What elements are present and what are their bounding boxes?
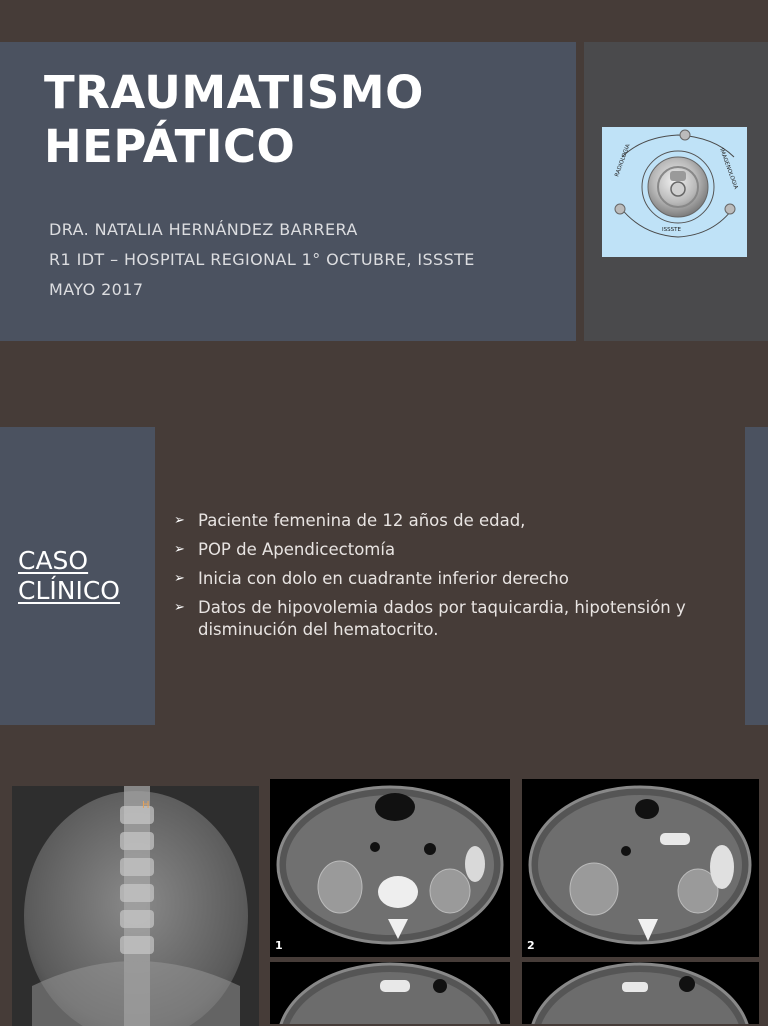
slide-title (44, 66, 564, 174)
case-bullet-list (174, 510, 734, 648)
list-item (174, 539, 734, 561)
svg-text:ISSSTE: ISSSTE (662, 227, 681, 233)
author-name: DRA. NATALIA HERNÁNDEZ BARRERA (49, 220, 358, 239)
bullet-text: Paciente femenina de 12 años de edad, (198, 511, 526, 530)
department-logo (602, 127, 747, 257)
ct-graphic-3 (270, 962, 510, 1024)
ct-graphic-1 (270, 779, 510, 957)
section-title (18, 546, 120, 606)
ct-scan-image-2 (522, 779, 759, 957)
arrow-bullet-icon: ➢ (174, 571, 185, 586)
list-item (174, 568, 734, 590)
xray-marker: H (142, 800, 150, 811)
affiliation: R1 IDT – HOSPITAL REGIONAL 1° OCTUBRE, ISSSTE (49, 250, 475, 269)
list-item (174, 597, 734, 641)
ct-scan-image-3 (270, 962, 510, 1024)
svg-text:RADIOLOGIA: RADIOLOGIA (614, 143, 632, 178)
arrow-bullet-icon: ➢ (174, 542, 185, 557)
abdominal-xray-image (12, 786, 259, 1026)
section-title-line-1: CASO (18, 546, 89, 575)
bullet-text: Datos de hipovolemia dados por taquicardia, hipotensión y disminución del hematocrito. (198, 598, 686, 639)
ct-scan-image-1 (270, 779, 510, 957)
section-title-line-2: CLÍNICO (18, 576, 120, 605)
ct-label-1: 1 (275, 939, 283, 952)
bullet-text: Inicia con dolo en cuadrante inferior derecho (198, 569, 569, 588)
side-accent-panel (745, 427, 768, 725)
svg-text:IMAGENOLOGIA: IMAGENOLOGIA (718, 147, 739, 191)
ct-graphic-4 (522, 962, 759, 1024)
bullet-text: POP de Apendicectomía (198, 540, 396, 559)
ct-scan-image-4 (522, 962, 759, 1024)
ct-graphic-2 (522, 779, 759, 957)
presentation-date: MAYO 2017 (49, 280, 144, 299)
title-line-1: TRAUMATISMO (44, 66, 424, 119)
title-line-2: HEPÁTICO (44, 120, 296, 173)
arrow-bullet-icon: ➢ (174, 513, 185, 528)
arrow-bullet-icon: ➢ (174, 600, 185, 615)
list-item (174, 510, 734, 532)
ct-label-2: 2 (527, 939, 535, 952)
radiology-seal-icon (602, 127, 747, 257)
xray-graphic (12, 786, 259, 1026)
